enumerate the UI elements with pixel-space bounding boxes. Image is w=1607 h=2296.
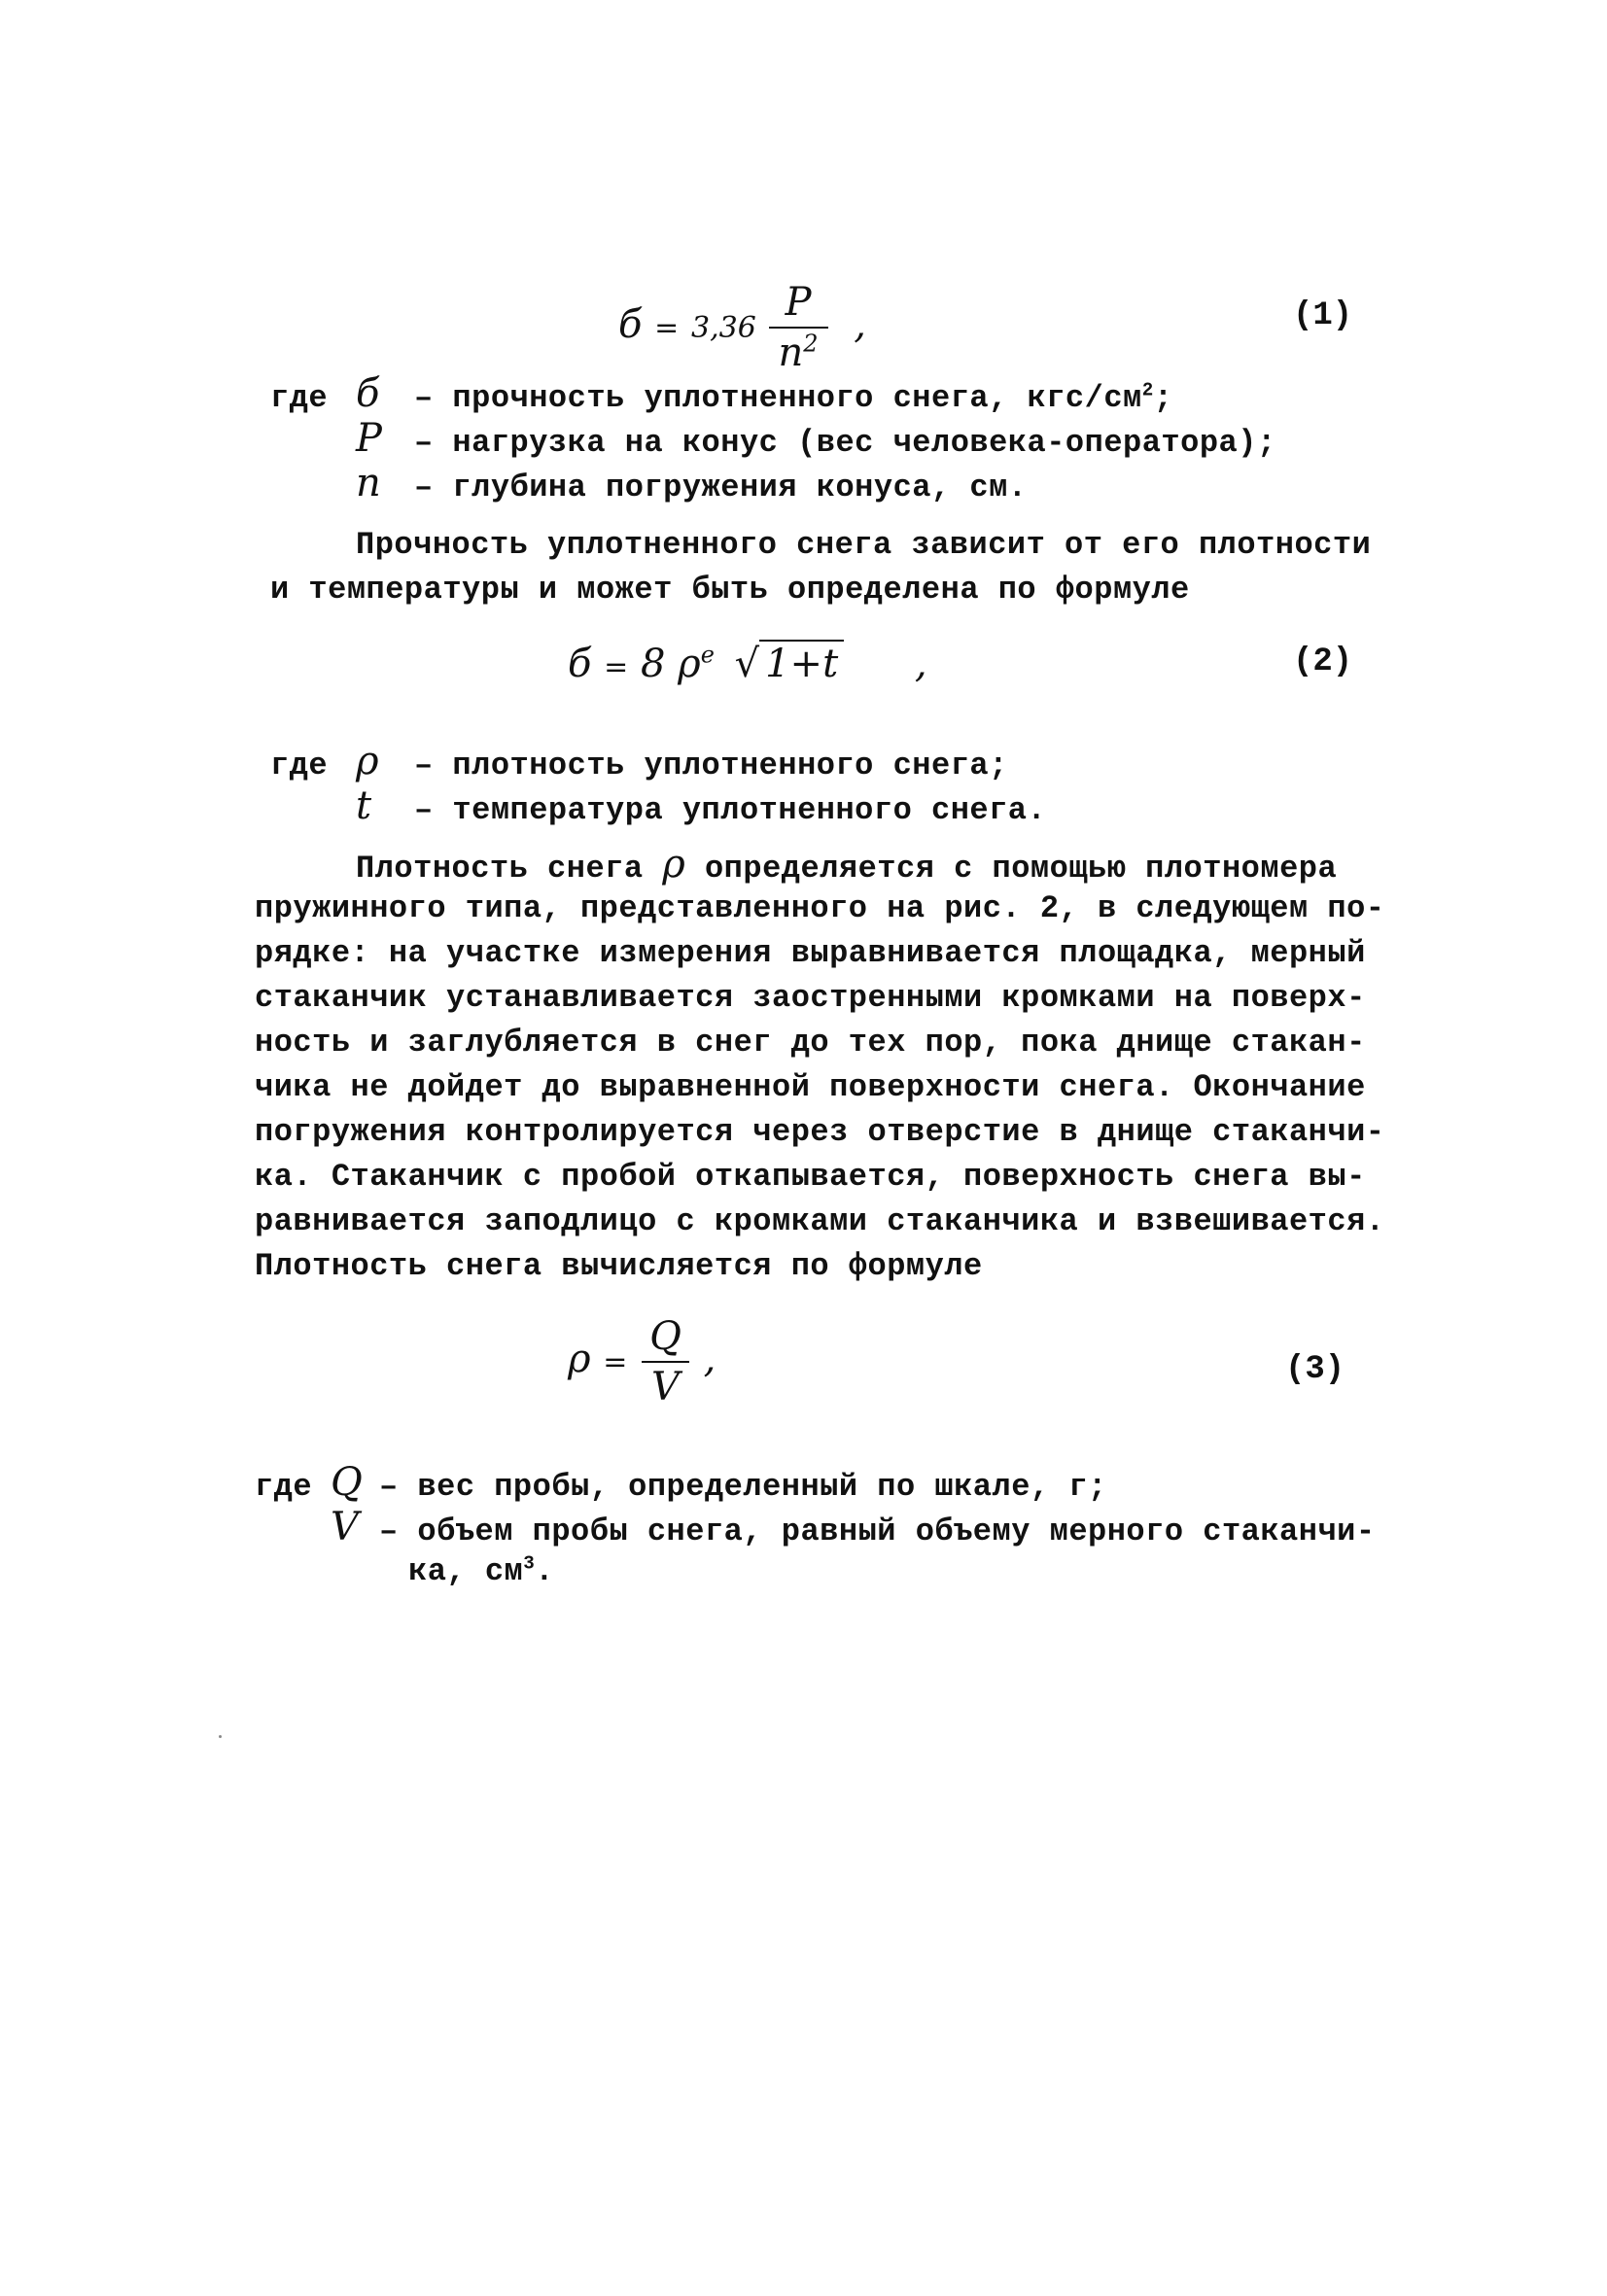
eq2-coefficient: 8 — [641, 642, 666, 686]
equation-3 — [568, 1314, 716, 1409]
legend1-end: ; — [1153, 380, 1173, 416]
equation-2 — [568, 640, 927, 686]
legend2-text: – плотность уплотненного снега; — [414, 748, 1008, 783]
legend1-row-3 — [356, 461, 1028, 510]
eq2-rho: ρ — [678, 642, 701, 686]
para2-symbol: ρ — [662, 842, 686, 887]
legend3-prefix: где — [255, 1469, 313, 1505]
eq1-equals: = — [654, 311, 680, 345]
para2-line-10: Плотность снега вычисляется по формуле — [255, 1248, 983, 1284]
legend1-symbol: б — [356, 371, 380, 416]
eq3-denominator: V — [642, 1361, 689, 1409]
eq2-equals: = — [604, 650, 629, 684]
eq1-coefficient: 3,36 — [691, 311, 756, 345]
legend3-text: – объем пробы снега, равный объему мерного стаканчи- — [379, 1513, 1376, 1549]
eq1-denominator — [769, 327, 828, 375]
legend3-cont-end: . — [535, 1553, 554, 1589]
eq1-fraction — [769, 280, 828, 375]
para2-line-3: рядке: на участке измерения выравнивается площадка, мерный — [255, 935, 1366, 971]
legend3-continuation — [408, 1549, 554, 1594]
para1-line-2: и температуры и может быть определена по формуле — [270, 572, 1190, 608]
legend3-row-2 — [331, 1505, 1376, 1554]
legend1-row-2 — [356, 416, 1276, 466]
legend3-text: – вес пробы, определенный по шкале, г; — [379, 1469, 1107, 1505]
eq3-equals: = — [603, 1345, 628, 1379]
eq3-comma: , — [703, 1337, 716, 1381]
eq3-number: (3) — [1285, 1351, 1345, 1388]
para2-line-9: равнивается заподлицо с кромками стаканчика и взвешивается. — [255, 1203, 1385, 1239]
eq1-number: (1) — [1293, 297, 1353, 334]
legend2-row-1 — [270, 739, 1008, 788]
para2-line-2: пружинного типа, представленного на рис. 2, в следующем по- — [255, 890, 1385, 926]
eq2-number: (2) — [1293, 644, 1353, 680]
eq2-radicand: 1+t — [759, 640, 844, 686]
para2-line-5: ность и заглубляется в снег до тех пор, пока днище стакан- — [255, 1025, 1366, 1061]
legend2-symbol: t — [356, 783, 372, 828]
scan-speck — [219, 1735, 222, 1738]
eq2-radical-sign: √ — [734, 642, 760, 686]
para2-line-6: чика не дойдет до выравненной поверхности снега. Окончание — [255, 1069, 1366, 1105]
eq3-numerator: Q — [649, 1314, 681, 1359]
eq2-lhs: б — [568, 642, 592, 686]
legend1-prefix: где — [270, 380, 329, 416]
legend1-symbol: P — [356, 416, 383, 461]
legend1-text: – глубина погружения конуса, см. — [414, 470, 1028, 505]
eq1-den-base: n — [778, 330, 804, 375]
eq1-den-exponent: 2 — [803, 330, 819, 358]
equation-1 — [618, 280, 866, 375]
legend2-symbol: ρ — [356, 739, 380, 783]
para2-line-8: ка. Стаканчик с пробой откапывается, поверхность снега вы- — [255, 1159, 1366, 1195]
legend3-cont-text: ка, см — [408, 1553, 524, 1589]
para2-before: Плотность снега — [356, 851, 644, 887]
legend3-row-1 — [255, 1460, 1107, 1510]
eq1-numerator: P — [785, 280, 812, 325]
eq2-exponent: e — [700, 641, 715, 669]
legend2-prefix: где — [270, 748, 329, 783]
legend3-symbol: V — [331, 1505, 360, 1549]
eq1-lhs: б — [618, 302, 643, 347]
legend3-cont-sup: 3 — [523, 1552, 536, 1575]
para2-line-7: погружения контролируется через отверстие в днище стаканчи- — [255, 1114, 1385, 1150]
legend1-symbol: n — [356, 461, 382, 505]
legend1-text: – прочность уплотненного снега, кгс/см — [414, 380, 1142, 416]
para1-line-1: Прочность уплотненного снега зависит от его плотности — [356, 527, 1372, 563]
eq1-comma: , — [854, 302, 866, 347]
eq2-comma: , — [914, 642, 927, 686]
legend2-row-2 — [356, 783, 1046, 833]
legend3-symbol: Q — [331, 1460, 364, 1505]
eq3-lhs: ρ — [568, 1337, 591, 1381]
legend1-text: – нагрузка на конус (вес человека-оператора); — [414, 425, 1276, 461]
para2-line-1 — [356, 842, 1337, 891]
para2-line-4: стаканчик устанавливается заостренными кромками на поверх- — [255, 980, 1366, 1016]
eq3-fraction — [640, 1314, 691, 1409]
legend2-text: – температура уплотненного снега. — [414, 792, 1047, 828]
para2-after: определяется с помощью плотномера — [704, 851, 1338, 887]
legend1-sup: 2 — [1141, 379, 1154, 401]
legend1-row-1 — [270, 371, 1172, 421]
